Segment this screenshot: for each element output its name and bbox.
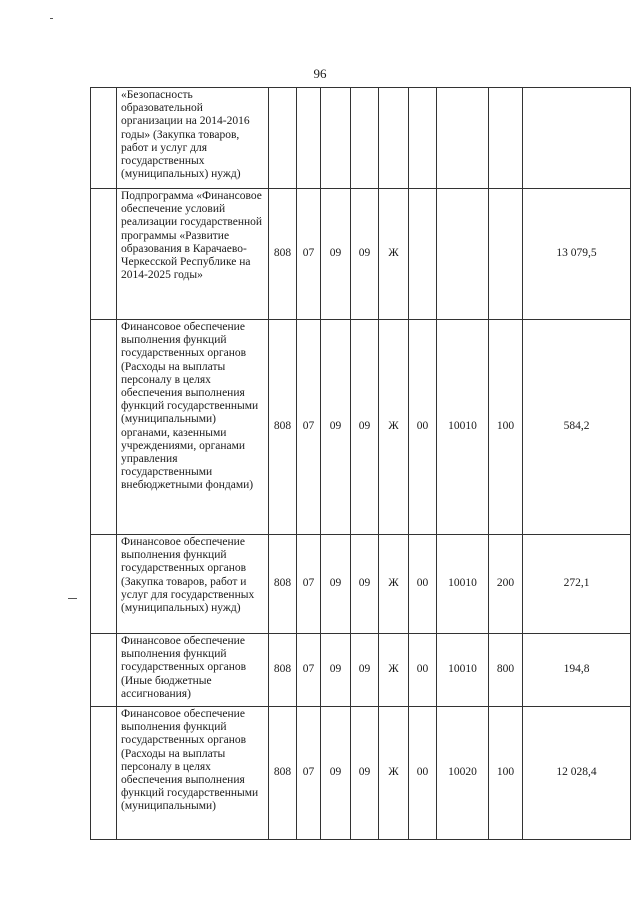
row-index-cell bbox=[91, 707, 117, 840]
item-name-cell: Финансовое обеспечение выполнения функций государственных органов (Расходы на выплаты персоналу в целях обеспечения выполнения функций государственными (муниципальными) bbox=[117, 707, 269, 840]
ministry-code-cell: 808 bbox=[269, 189, 297, 320]
table-row bbox=[91, 88, 631, 189]
item-name-cell: «Безопасность образовательной организации на 2014-2016 годы» (Закупка товаров, работ и услуг для государственных (муниципальных) нужд) bbox=[117, 88, 269, 189]
expense-type-cell bbox=[489, 189, 523, 320]
direction-cell: 10010 bbox=[437, 535, 489, 634]
subsection-cell: 09 bbox=[321, 535, 351, 634]
section-cell: 07 bbox=[297, 320, 321, 535]
row-index-cell bbox=[91, 88, 117, 189]
subprogram-cell: Ж bbox=[379, 634, 409, 707]
row-index-cell bbox=[91, 189, 117, 320]
event-cell bbox=[409, 189, 437, 320]
program-cell bbox=[351, 88, 379, 189]
direction-cell: 10010 bbox=[437, 320, 489, 535]
amount-cell: 12 028,4 bbox=[523, 707, 631, 840]
budget-table bbox=[90, 87, 631, 840]
ministry-code-cell: 808 bbox=[269, 320, 297, 535]
section-cell: 07 bbox=[297, 189, 321, 320]
program-cell: 09 bbox=[351, 320, 379, 535]
amount-cell: 584,2 bbox=[523, 320, 631, 535]
ministry-code-cell bbox=[269, 88, 297, 189]
amount-cell: 272,1 bbox=[523, 535, 631, 634]
expense-type-cell bbox=[489, 88, 523, 189]
table-row bbox=[91, 535, 631, 634]
expense-type-cell: 800 bbox=[489, 634, 523, 707]
item-name-cell: Подпрограмма «Финансовое обеспечение условий реализации государственной программы «Развитие образования в Карачаево-Черкесской Республике на 2014-2025 годы» bbox=[117, 189, 269, 320]
item-name-cell: Финансовое обеспечение выполнения функций государственных органов (Иные бюджетные ассигнования) bbox=[117, 634, 269, 707]
event-cell bbox=[409, 88, 437, 189]
section-cell: 07 bbox=[297, 707, 321, 840]
expense-type-cell: 100 bbox=[489, 707, 523, 840]
subsection-cell bbox=[321, 88, 351, 189]
event-cell: 00 bbox=[409, 634, 437, 707]
item-name-cell: Финансовое обеспечение выполнения функций государственных органов (Расходы на выплаты персоналу в целях обеспечения выполнения функций государственными (муниципальными) органами, казенными учреждениями, органами управления государственными внебюджетными фондами) bbox=[117, 320, 269, 535]
amount-cell bbox=[523, 88, 631, 189]
direction-cell: 10010 bbox=[437, 634, 489, 707]
subprogram-cell: Ж bbox=[379, 535, 409, 634]
event-cell: 00 bbox=[409, 535, 437, 634]
table-row bbox=[91, 707, 631, 840]
item-name-cell: Финансовое обеспечение выполнения функций государственных органов (Закупка товаров, работ и услуг для государственных (муниципальных) нужд) bbox=[117, 535, 269, 634]
ministry-code-cell: 808 bbox=[269, 634, 297, 707]
ministry-code-cell: 808 bbox=[269, 707, 297, 840]
subprogram-cell bbox=[379, 88, 409, 189]
table-row bbox=[91, 320, 631, 535]
amount-cell: 194,8 bbox=[523, 634, 631, 707]
table-row bbox=[91, 189, 631, 320]
program-cell: 09 bbox=[351, 189, 379, 320]
scan-artifact bbox=[68, 598, 77, 599]
program-cell: 09 bbox=[351, 707, 379, 840]
program-cell: 09 bbox=[351, 535, 379, 634]
direction-cell bbox=[437, 189, 489, 320]
program-cell: 09 bbox=[351, 634, 379, 707]
expense-type-cell: 100 bbox=[489, 320, 523, 535]
page-number: 96 bbox=[313, 66, 327, 81]
section-cell: 07 bbox=[297, 535, 321, 634]
section-cell bbox=[297, 88, 321, 189]
amount-cell: 13 079,5 bbox=[523, 189, 631, 320]
direction-cell bbox=[437, 88, 489, 189]
subsection-cell: 09 bbox=[321, 189, 351, 320]
expense-type-cell: 200 bbox=[489, 535, 523, 634]
scan-artifact bbox=[50, 18, 53, 19]
row-index-cell bbox=[91, 634, 117, 707]
ministry-code-cell: 808 bbox=[269, 535, 297, 634]
row-index-cell bbox=[91, 320, 117, 535]
section-cell: 07 bbox=[297, 634, 321, 707]
table-row bbox=[91, 634, 631, 707]
subprogram-cell: Ж bbox=[379, 189, 409, 320]
direction-cell: 10020 bbox=[437, 707, 489, 840]
event-cell: 00 bbox=[409, 320, 437, 535]
subprogram-cell: Ж bbox=[379, 320, 409, 535]
subsection-cell: 09 bbox=[321, 707, 351, 840]
subsection-cell: 09 bbox=[321, 634, 351, 707]
subsection-cell: 09 bbox=[321, 320, 351, 535]
event-cell: 00 bbox=[409, 707, 437, 840]
row-index-cell bbox=[91, 535, 117, 634]
subprogram-cell: Ж bbox=[379, 707, 409, 840]
